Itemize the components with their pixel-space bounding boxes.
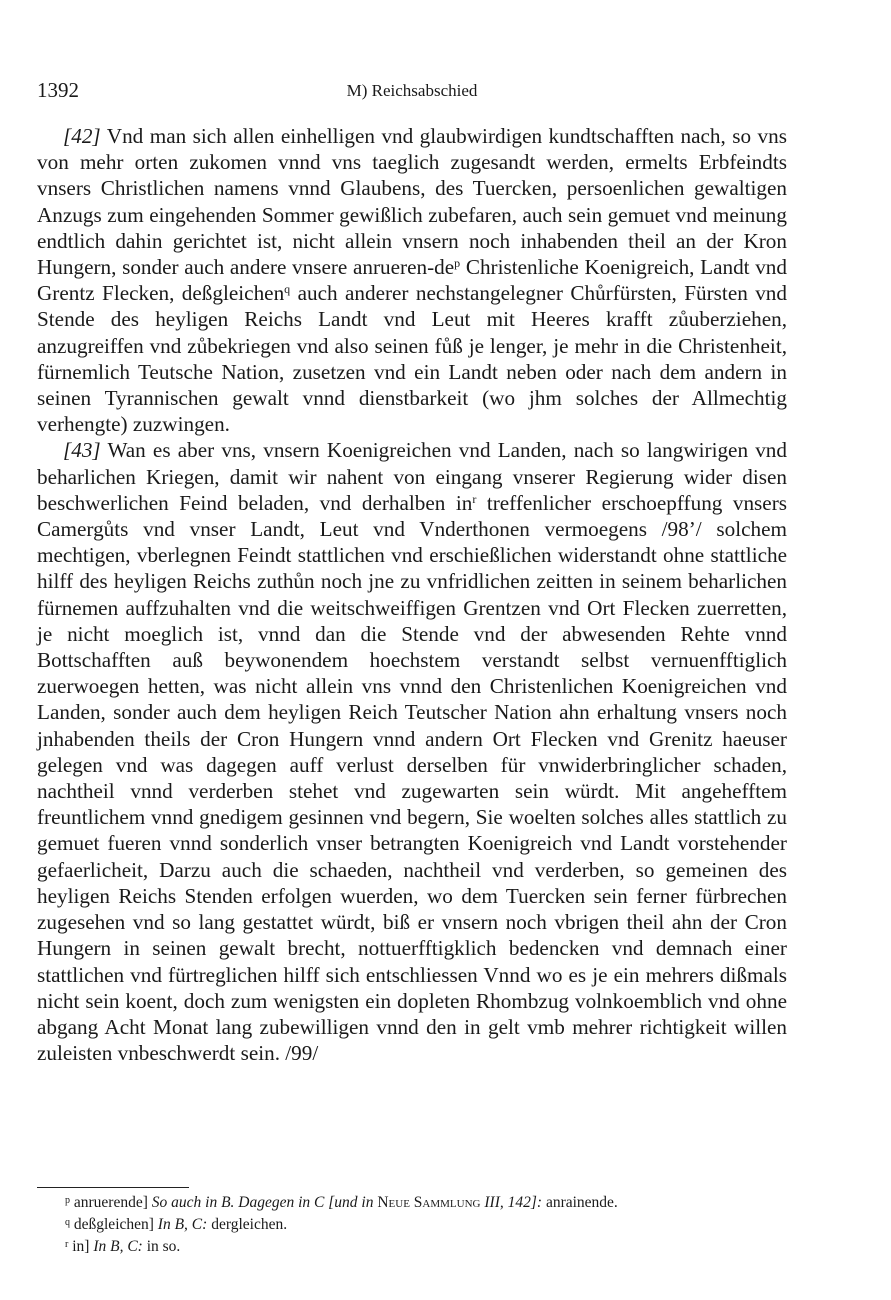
footnote-rule bbox=[37, 1187, 189, 1188]
footnote-note: So auch in B. Dagegen in C [und in bbox=[151, 1194, 374, 1211]
footnote-q bbox=[65, 1214, 787, 1236]
footnote-note: III, 142]: bbox=[484, 1194, 543, 1211]
page-number: 1392 bbox=[37, 78, 79, 102]
paragraph-text: auch anderer nechstangelegner Chůrfürsten, Fürsten vnd Stende des heyligen Reichs Landt vnd Leut mit Heeres krafft zůuberziehen, anzugreiffen vnd zůbekriegen vnd also seinen fůß je lenger, je mehr in die Christenheit, fürnemlich Teutsche Nation, zusetzen vnd ein Landt neben oder nach dem andern in seinen Tyrannischen gewalt vnnd dienstbarkeit (wo jhm solches der Allmechtig verhengte) zuzwingen. bbox=[37, 281, 787, 437]
paragraph-number: [42] bbox=[63, 124, 101, 148]
footnote-note: In B, C: bbox=[157, 1216, 208, 1233]
footnote-mark: r bbox=[65, 1239, 69, 1250]
footnote-lemma: in] bbox=[72, 1238, 90, 1255]
document-page bbox=[37, 0, 787, 1300]
footnote-p bbox=[65, 1192, 787, 1214]
footnote-note: In B, C: bbox=[93, 1238, 143, 1255]
paragraph-text: treffenlicher erschoepffung vnsers Camergůts vnd vnser Landt, Leut vnd Vnderthonen vermoegens /98’/ solchem mechtigen, vberlegnen Feindt stattlichen vnd erschießlichen widerstandt ohne stattliche hilff des heyligen Reichs zuthůn noch jne zu vnfridlichen zeitten in seinem beharlichen fürnemen auffzuhalten vnd die weitschweiffigen Grentzen vnd Ort Flecken zuerretten, je nicht moeglich ist, vnnd dan die Stende vnd der abwesenden Rehte vnnd Bottschafften auß beywonendem hoechstem verstandt selbst vernuenfftiglich zuerwoegen hetten, was nicht allein vns vnnd den Christenlichen Koenigreichen vnd Landen, sonder auch dem heyligen Reich Teutscher Nation ahn erhaltung vnsers noch jnhabenden theils der Cron Hungern vnnd andern Ort Flecken vnd Grenitz haeuser gelegen vnd was dagegen auff verlust derselben für vnwiderbringlicher schaden, nachtheil vnnd verderben stehet vnd zugewarten sein würdt. Mit angehefftem freuntlichem vnnd gnedigem gesinnen vnd begern, Sie woelten solches alles stattlich zu gemuet fueren vnnd sonderlich vnser betrangten Koenigreich vnd Landt vorstehender gefaerlicheit, Darzu auch die schaeden, nachtheil vnd verderben, so gemeinen des heyligen Reichs Stenden erfolgen wuerden, wo dem Tuercken sein ferner fürbrechen zugesehen vnd so lang gestattet würdt, biß er vnsern noch vbrigen theil ahn der Cron Hungern in seinen gewalt brecht, nottuerfftigklich bedencken vnd demnach einer stattlichen vnd fürtreglichen hilff sich entschliessen Vnnd wo es je ein mehrers dißmals nicht sein koent, doch zum wenigsten ein dopleten Rhombzug volnkoemblich vnd ohne abgang Acht Monat lang zubewilligen vnnd den in gelt vmb mehrer richtigkeit willen zuleisten vnbeschwerdt sein. /99/ bbox=[37, 490, 787, 1066]
footnotes bbox=[65, 1192, 787, 1258]
footnote-reading: in so. bbox=[146, 1238, 181, 1255]
body-text bbox=[37, 123, 787, 1066]
paragraph-text: Wan es aber vns, vnsern Koenigreichen vnd Landen, nach so langwirigen vnd beharlichen Kriegen, damit wir nahent von eingang vnserer Regierung wider disen beschwerlichen Feind beladen, vnd derhalben in bbox=[37, 438, 787, 515]
footnote-reading: anrainende. bbox=[545, 1194, 618, 1211]
footnote-mark[interactable]: p bbox=[454, 256, 461, 271]
paragraph-text: Vnd man sich allen einhelligen vnd glaubwirdigen kundtschafften nach, so vns von mehr orten zukomen vnnd vns taeglich zugesandt werden, ermelts Erbfeindts vnsers Christlichen namens vnnd Glaubens, des Tuercken, persoenlichen gewaltigen Anzugs zum eingehenden Sommer gewißlich zubefaren, auch sein gemuet vnd meinung endtlich dahin gerichtet ist, nicht allein vnsern noch inhabenden theil an der Kron Hungern, sonder auch andere vnsere anrueren-de bbox=[37, 124, 787, 280]
running-title: M) Reichsabschied bbox=[346, 81, 478, 100]
footnote-reading: dergleichen. bbox=[211, 1216, 288, 1233]
footnote-mark[interactable]: q bbox=[284, 282, 291, 297]
footnote-mark[interactable]: r bbox=[472, 491, 477, 506]
paragraph-number: [43] bbox=[63, 438, 101, 463]
footnote-mark: p bbox=[65, 1195, 70, 1206]
paragraph-42 bbox=[37, 123, 787, 437]
paragraph-text: Christenliche Koenigreich, Landt vnd Grentz Flecken, deßgleichen bbox=[37, 255, 787, 306]
paragraph-43 bbox=[37, 437, 787, 1066]
footnote-source: Neue Sammlung bbox=[377, 1194, 481, 1211]
page-header bbox=[37, 78, 787, 108]
footnote-r bbox=[65, 1236, 787, 1258]
footnote-mark: q bbox=[65, 1217, 70, 1228]
footnote-lemma: deßgleichen] bbox=[73, 1216, 154, 1233]
footnote-lemma: anruerende] bbox=[73, 1194, 148, 1211]
